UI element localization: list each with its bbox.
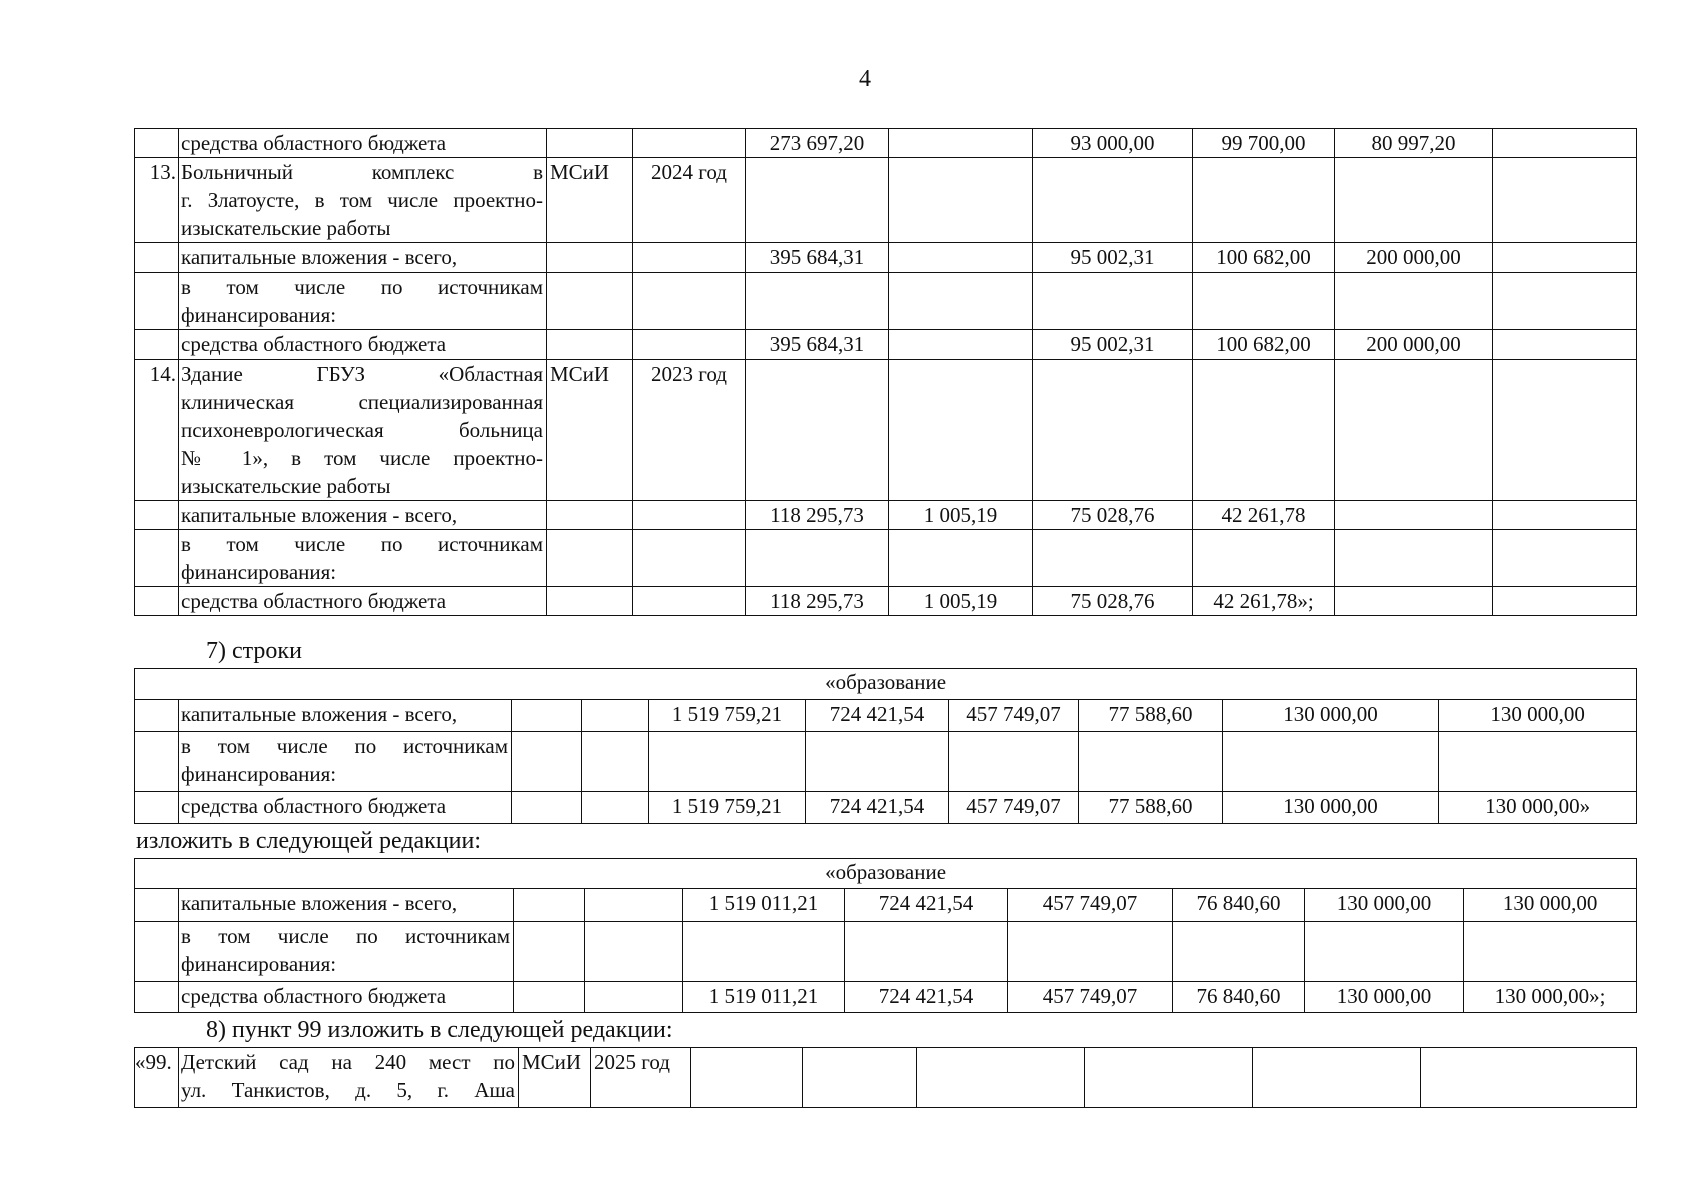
value-cell: 273 697,20 bbox=[746, 129, 889, 158]
item-year: 2023 год bbox=[633, 360, 746, 501]
item-number: «99. bbox=[135, 1048, 179, 1108]
table-row bbox=[135, 792, 1637, 824]
value-cell: 200 000,00 bbox=[1335, 243, 1493, 273]
value-cell: 95 002,31 bbox=[1033, 243, 1193, 273]
table-row bbox=[135, 587, 1637, 616]
value-cell: 457 749,07 bbox=[1008, 982, 1173, 1013]
value-cell: 99 700,00 bbox=[1193, 129, 1335, 158]
value-cell: 130 000,00» bbox=[1439, 792, 1637, 824]
value-cell: 1 005,19 bbox=[889, 501, 1033, 530]
paragraph-8: 8) пункт 99 изложить в следующей редакции: bbox=[206, 1017, 673, 1043]
value-cell: 724 421,54 bbox=[806, 792, 949, 824]
table-row bbox=[135, 360, 1637, 501]
value-cell: 75 028,76 bbox=[1033, 501, 1193, 530]
value-cell: 724 421,54 bbox=[845, 889, 1008, 922]
value-cell: 76 840,60 bbox=[1173, 889, 1305, 922]
value-cell: 1 005,19 bbox=[889, 587, 1033, 616]
row-label: средства областного бюджета bbox=[179, 330, 547, 360]
value-cell: 724 421,54 bbox=[845, 982, 1008, 1013]
value-cell: 118 295,73 bbox=[746, 587, 889, 616]
item-name: Детский сад на 240 мест по ул. Танкистов, д. 5, г. Аша bbox=[179, 1048, 519, 1108]
row-label: капитальные вложения - всего, bbox=[179, 501, 547, 530]
value-cell bbox=[1493, 587, 1637, 616]
table-row bbox=[135, 700, 1637, 732]
value-cell: 1 519 011,21 bbox=[683, 982, 845, 1013]
value-cell: 457 749,07 bbox=[1008, 889, 1173, 922]
item-year: 2024 год bbox=[633, 158, 746, 243]
value-cell: 42 261,78»; bbox=[1193, 587, 1335, 616]
table-row bbox=[135, 273, 1637, 330]
value-cell: 724 421,54 bbox=[806, 700, 949, 732]
value-cell: 130 000,00»; bbox=[1464, 982, 1637, 1013]
value-cell bbox=[1493, 129, 1637, 158]
table-row bbox=[135, 530, 1637, 587]
value-cell: 457 749,07 bbox=[949, 792, 1079, 824]
value-cell: 130 000,00 bbox=[1223, 792, 1439, 824]
investment-table-1 bbox=[134, 128, 1637, 616]
value-cell: 130 000,00 bbox=[1305, 982, 1464, 1013]
table-row bbox=[135, 732, 1637, 792]
row-label: средства областного бюджета bbox=[179, 587, 547, 616]
page-number: 4 bbox=[859, 66, 871, 92]
table-row bbox=[135, 129, 1637, 158]
value-cell: 130 000,00 bbox=[1464, 889, 1637, 922]
row-label: капитальные вложения - всего, bbox=[179, 243, 547, 273]
value-cell: 130 000,00 bbox=[1223, 700, 1439, 732]
item-99-table bbox=[134, 1047, 1637, 1108]
row-label: средства областного бюджета bbox=[179, 792, 512, 824]
value-cell: 100 682,00 bbox=[1193, 330, 1335, 360]
item-number: 13. bbox=[135, 158, 179, 243]
value-cell bbox=[889, 243, 1033, 273]
value-cell: 42 261,78 bbox=[1193, 501, 1335, 530]
value-cell: 100 682,00 bbox=[1193, 243, 1335, 273]
section-header: «образование bbox=[135, 859, 1637, 889]
value-cell: 1 519 759,21 bbox=[649, 792, 806, 824]
table-row bbox=[135, 982, 1637, 1013]
row-label: средства областного бюджета bbox=[179, 129, 547, 158]
item-organization: МСиИ bbox=[519, 1048, 591, 1108]
education-table-new bbox=[134, 858, 1637, 1013]
value-cell: 77 588,60 bbox=[1079, 792, 1223, 824]
paragraph-new-edition: изложить в следующей редакции: bbox=[136, 828, 482, 854]
table-row bbox=[135, 501, 1637, 530]
table-row bbox=[135, 922, 1637, 982]
value-cell: 395 684,31 bbox=[746, 330, 889, 360]
value-cell: 130 000,00 bbox=[1305, 889, 1464, 922]
value-cell: 200 000,00 bbox=[1335, 330, 1493, 360]
value-cell bbox=[1335, 587, 1493, 616]
value-cell bbox=[1493, 330, 1637, 360]
value-cell: 130 000,00 bbox=[1439, 700, 1637, 732]
row-label: капитальные вложения - всего, bbox=[179, 700, 512, 732]
row-label: в том числе по источникам финансирования: bbox=[179, 530, 547, 587]
item-number: 14. bbox=[135, 360, 179, 501]
value-cell: 93 000,00 bbox=[1033, 129, 1193, 158]
value-cell: 457 749,07 bbox=[949, 700, 1079, 732]
row-label: Больничный комплекс в г. Златоусте, в том числе проектно- изыскательские работы bbox=[179, 158, 547, 243]
row-label: средства областного бюджета bbox=[179, 982, 514, 1013]
section-header: «образование bbox=[135, 669, 1637, 700]
value-cell: 75 028,76 bbox=[1033, 587, 1193, 616]
value-cell bbox=[1335, 501, 1493, 530]
value-cell: 76 840,60 bbox=[1173, 982, 1305, 1013]
value-cell bbox=[889, 330, 1033, 360]
value-cell bbox=[1493, 243, 1637, 273]
table-row bbox=[135, 889, 1637, 922]
table-row bbox=[135, 330, 1637, 360]
table-row bbox=[135, 243, 1637, 273]
table-row bbox=[135, 158, 1637, 243]
item-organization: МСиИ bbox=[547, 158, 633, 243]
value-cell: 95 002,31 bbox=[1033, 330, 1193, 360]
value-cell: 77 588,60 bbox=[1079, 700, 1223, 732]
paragraph-7: 7) строки bbox=[206, 638, 302, 664]
education-table-old bbox=[134, 668, 1637, 824]
table-row bbox=[135, 1048, 1637, 1108]
row-label: капитальные вложения - всего, bbox=[179, 889, 514, 922]
value-cell: 80 997,20 bbox=[1335, 129, 1493, 158]
value-cell: 1 519 759,21 bbox=[649, 700, 806, 732]
row-label: в том числе по источникам финансирования: bbox=[179, 732, 512, 792]
value-cell bbox=[889, 129, 1033, 158]
row-label: Здание ГБУЗ «Областная клиническая специализированная психоневрологическая больница № 1», в том числе проектно- изыскательские работы bbox=[179, 360, 547, 501]
item-year: 2025 год bbox=[591, 1048, 691, 1108]
row-label: в том числе по источникам финансирования: bbox=[179, 922, 514, 982]
value-cell bbox=[1493, 501, 1637, 530]
item-organization: МСиИ bbox=[547, 360, 633, 501]
row-label: в том числе по источникам финансирования: bbox=[179, 273, 547, 330]
value-cell: 1 519 011,21 bbox=[683, 889, 845, 922]
value-cell: 395 684,31 bbox=[746, 243, 889, 273]
value-cell: 118 295,73 bbox=[746, 501, 889, 530]
